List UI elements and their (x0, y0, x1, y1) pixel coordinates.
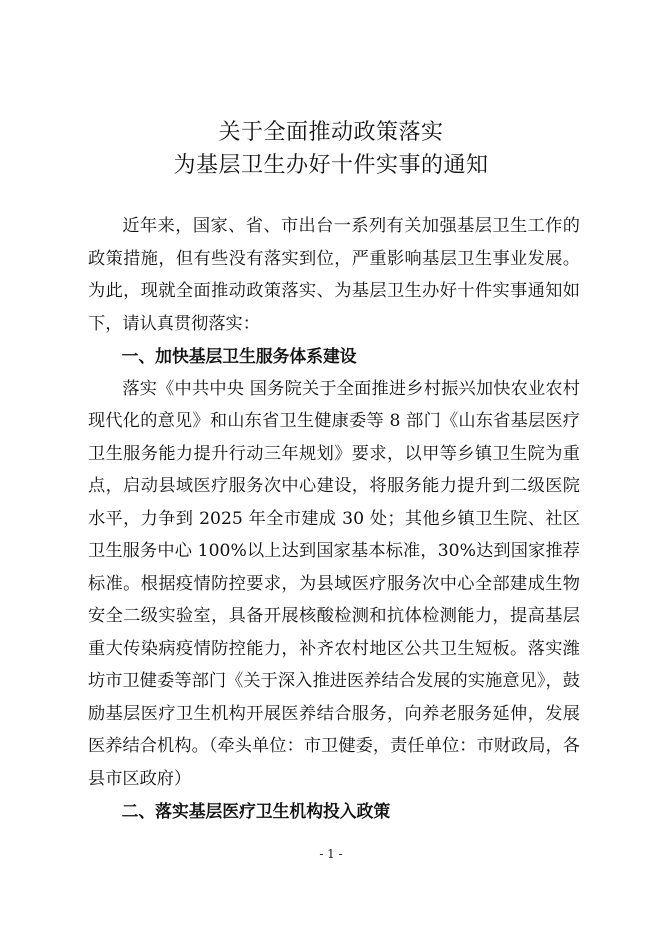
document-body (88, 210, 580, 828)
section-1-paragraph: 落实《中共中央 国务院关于全面推进乡村振兴加快农业农村现代化的意见》和山东省卫生健康委等 8 部门《山东省基层医疗卫生服务能力提升行动三年规划》要求，以甲等乡镇卫生院为重点，启动县域医疗服务次中心建设，将服务能力提升到二级医院水平，力争到 2025 年全市建成 30 处；其他乡镇卫生院、社区卫生服务中心 100%以上达到国家基本标准，30%达到国家推荐标准。根据疫情防控要求，为县域医疗服务次中心全部建成生物安全二级实验室，具备开展核酸检测和抗体检测能力，提高基层重大传染病疫情防控能力，补齐农村地区公共卫生短板。落实潍坊市卫健委等部门《关于深入推进医养结合发展的实施意见》，鼓励基层医疗卫生机构开展医养结合服务，向养老服务延伸，发展医养结合机构。（牵头单位：市卫健委，责任单位：市财政局，各县市区政府） (88, 378, 580, 789)
intro-paragraph: 近年来，国家、省、市出台一系列有关加强基层卫生工作的政策措施，但有些没有落实到位，严重影响基层卫生事业发展。为此，现就全面推动政策落实、为基层卫生办好十件实事通知如下，请认真贯彻落实： (88, 216, 580, 334)
document-title-line-2: 为基层卫生办好十件实事的通知 (173, 153, 489, 178)
section-1-heading: 一、加快基层卫生服务体系建设 (121, 346, 357, 366)
document-title-line-1: 关于全面推动政策落实 (218, 120, 444, 145)
section-2-heading: 二、落实基层医疗卫生机构投入政策 (121, 801, 391, 821)
page-number: - 1 - (319, 847, 343, 861)
